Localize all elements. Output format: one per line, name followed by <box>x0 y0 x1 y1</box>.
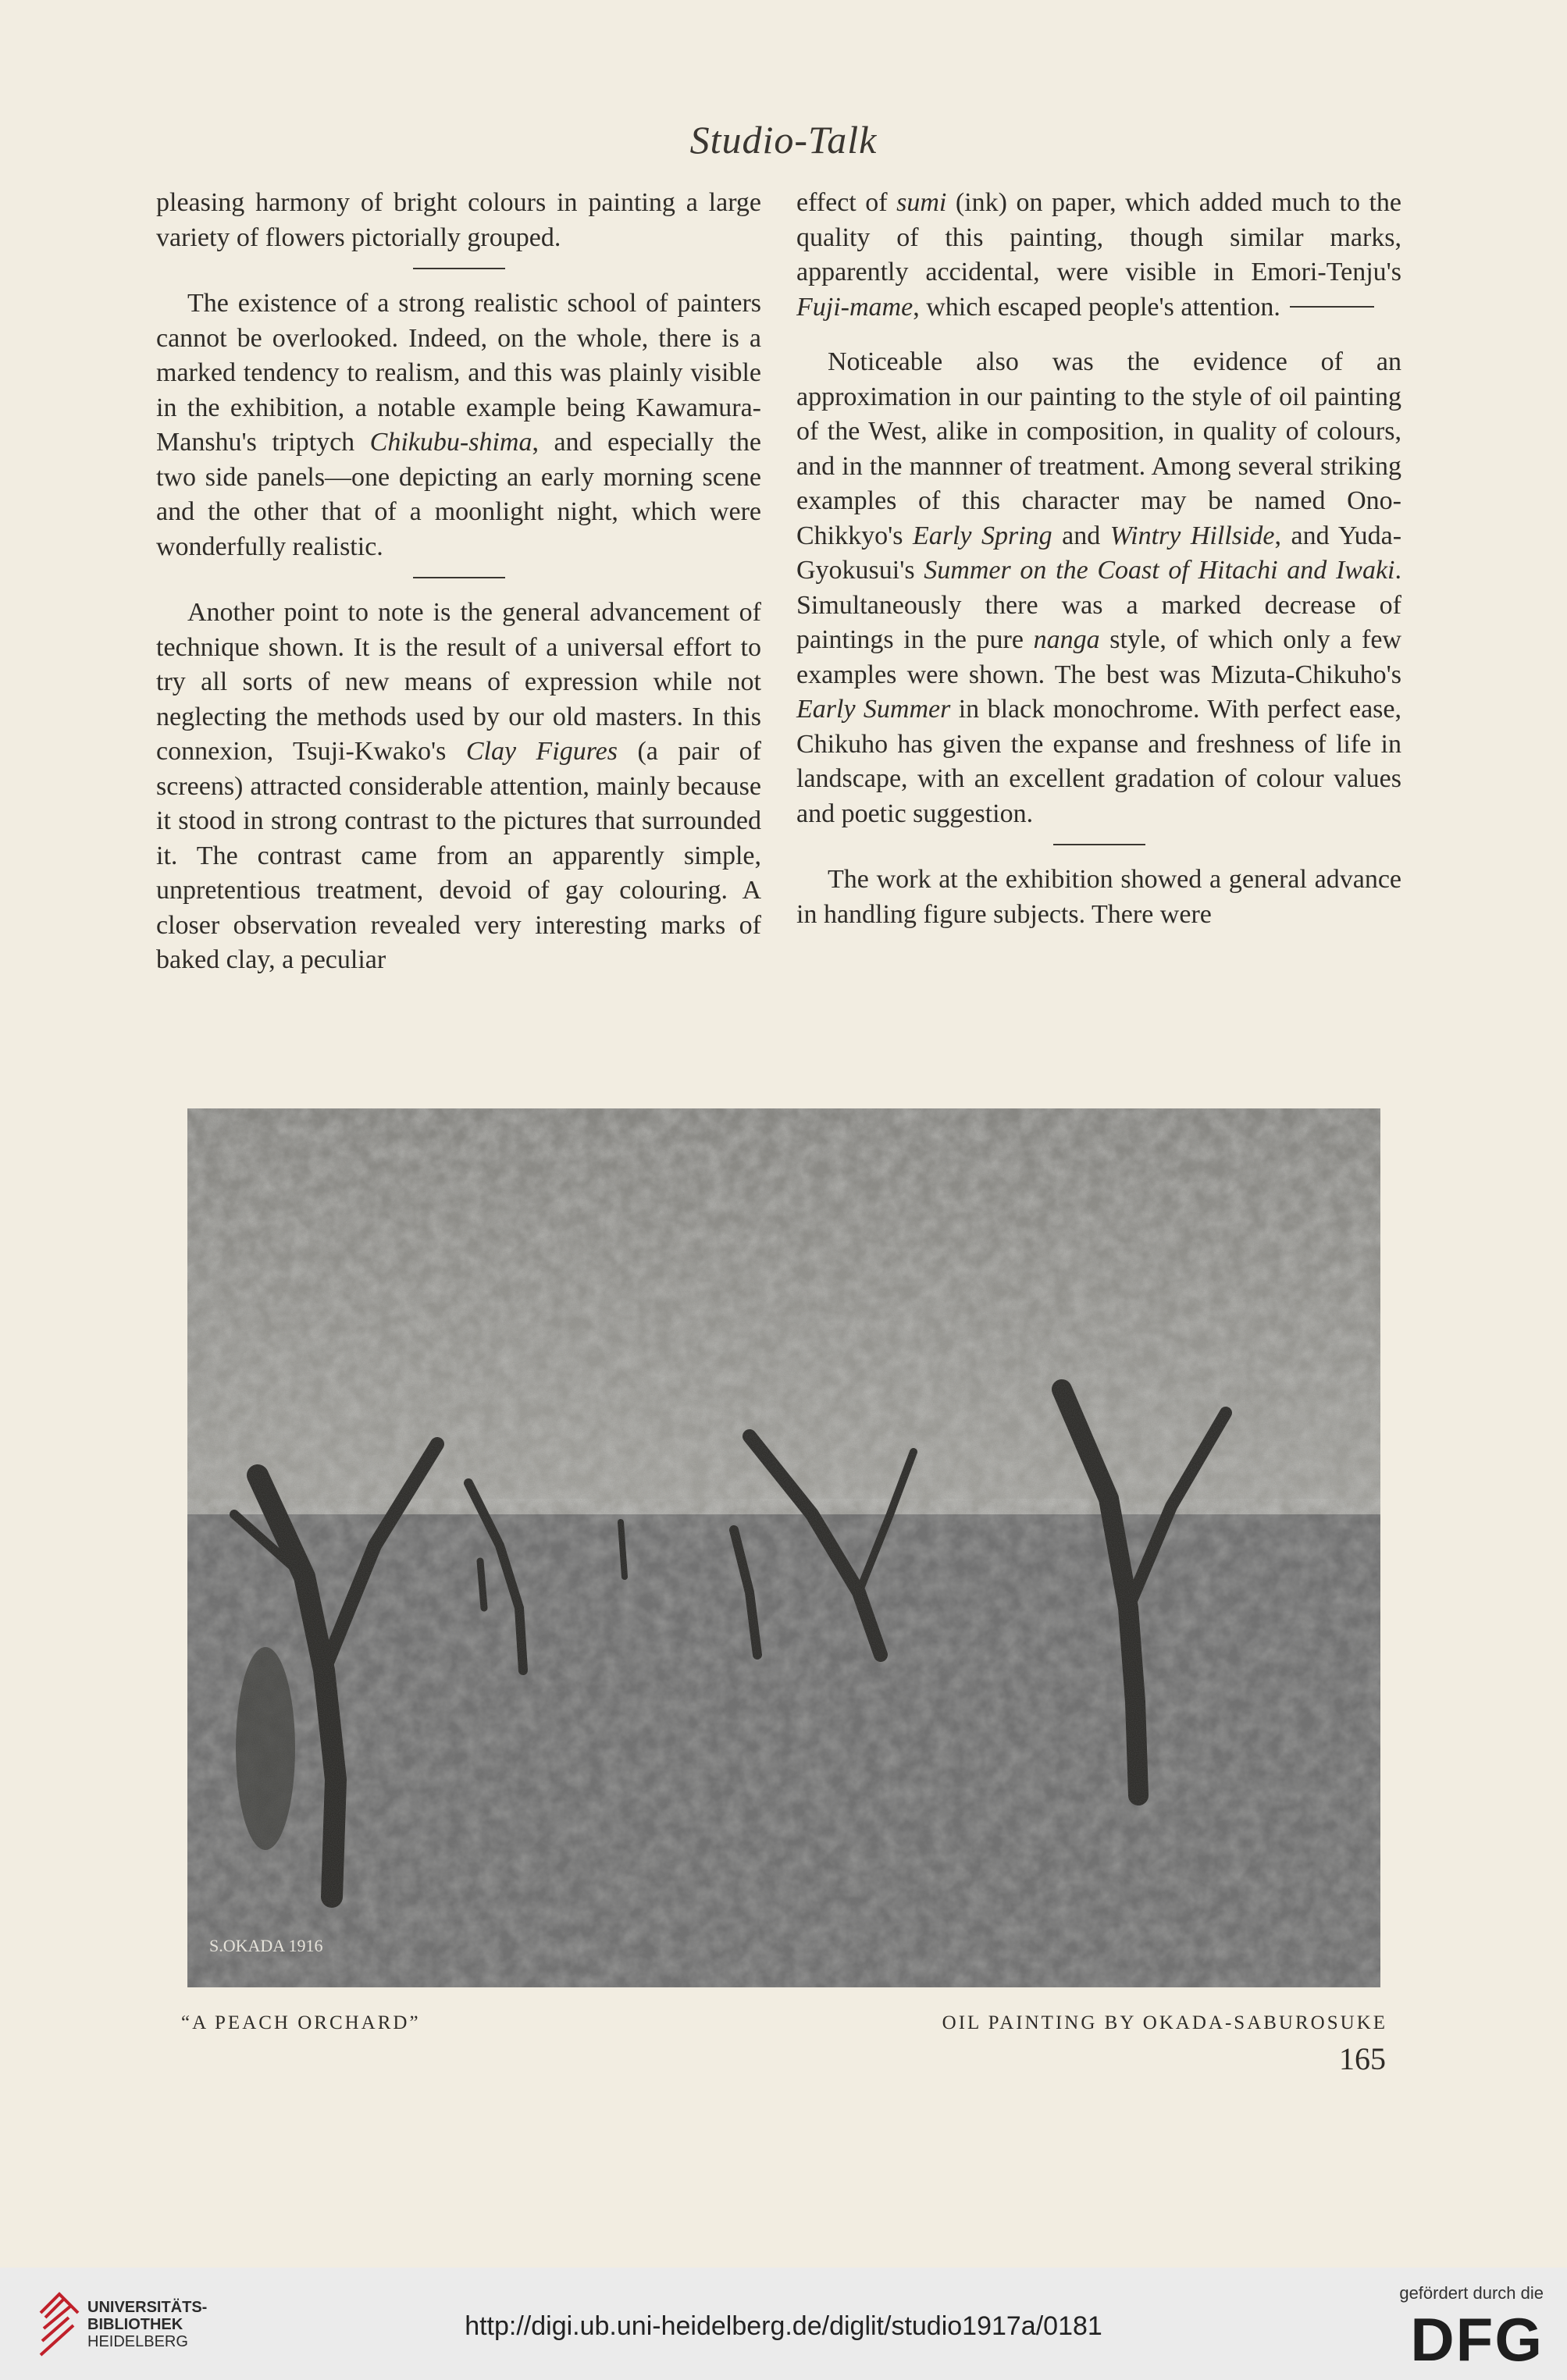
artwork-title: Early Summer <box>796 695 951 724</box>
text-run: , which escaped people's attention. <box>913 292 1280 322</box>
artwork-title: Summer on the Coast of Hitachi and Iwaki <box>924 556 1395 585</box>
funded-by-label: gefördert durch die <box>1399 2283 1544 2303</box>
section-divider <box>1290 306 1374 308</box>
library-name-line: UNIVERSITÄTS- <box>87 2299 208 2316</box>
paragraph <box>156 596 761 978</box>
library-name-line: HEIDELBERG <box>87 2333 188 2350</box>
text-run: , and Yuda-Gyokusui's <box>796 521 1402 585</box>
print-grain <box>187 1108 1380 1987</box>
library-name-line: BIBLIOTHEK <box>87 2316 183 2333</box>
running-head: Studio-Talk <box>689 118 878 162</box>
artwork-title: Chikubu-shima <box>369 428 532 457</box>
right-text-column <box>796 186 1401 932</box>
text-run: The existence of a strong realistic school of painters cannot be overlooked. Indeed, on the whole, there is a marked tendency to realism, and this was plainly visible in the exhibition, a notable example being Kawamura-Manshu's triptych <box>156 289 761 457</box>
painting-plate-a-peach-orchard <box>187 1108 1380 1987</box>
text-run: in black monochrome. With perfect ease, Chikuho has given the expanse and freshness of life in landscape, with an excellent gradation of colour values and poetic suggestion. <box>796 695 1401 828</box>
term: nanga <box>1033 625 1100 654</box>
text-run: effect of <box>796 188 897 217</box>
artwork-title: Clay Figures <box>465 737 618 766</box>
artwork-title: Wintry Hillside <box>1109 521 1275 550</box>
paragraph: pleasing harmony of bright colours in painting a large variety of flowers pictorially grouped. <box>156 188 761 252</box>
text-run: and <box>1052 521 1110 550</box>
text-run: (a pair of screens) attracted considerable attention, mainly because it stood in strong contrast to the pictures that surrounded it. The contrast came from an apparently simple, unpretentious treatment, devoid of gay colouring. A closer observation revealed very interesting marks of baked clay, a peculiar <box>156 737 761 974</box>
painter-signature: S.OKADA 1916 <box>209 1936 323 1955</box>
section-divider <box>1053 844 1145 845</box>
paragraph <box>796 186 1401 325</box>
plate-title-caption: “A PEACH ORCHARD” <box>181 2012 421 2033</box>
dfg-logo[interactable]: DFG <box>1410 2305 1544 2374</box>
section-divider <box>413 577 505 578</box>
paragraph <box>796 345 1401 831</box>
paragraph <box>156 286 761 564</box>
text-run: style, of which only a few examples were shown. The best was Mizuta-Chikuho's <box>796 625 1401 689</box>
artwork-title: Fuji-mame <box>796 292 913 322</box>
left-text-column <box>156 186 761 978</box>
paragraph: The work at the exhibition showed a general advance in handling figure subjects. There were <box>796 865 1401 929</box>
text-run: (ink) on paper, which added much to the quality of this painting, though similar marks, apparently accidental, were visible in Emori-Tenju's <box>796 188 1401 286</box>
text-run: Another point to note is the general advancement of technique shown. It is the result of a universal effort to try all sorts of new means of expression while not neglecting the methods used by our old masters. In this connexion, Tsuji-Kwako's <box>156 598 761 766</box>
permalink-url[interactable]: http://digi.ub.uni-heidelberg.de/diglit/studio1917a/0181 <box>465 2311 1102 2341</box>
term: sumi <box>896 188 947 217</box>
artwork-title: Early Spring <box>912 521 1052 550</box>
page-number: 165 <box>1339 2041 1386 2076</box>
text-run: , and especially the two side panels—one depicting an early morning scene and the other that of a moonlight night, which were wonderfully realistic. <box>156 428 762 561</box>
orchard-painting-image <box>187 1108 1380 1987</box>
plate-credit-caption: OIL PAINTING BY OKADA-SABUROSUKE <box>942 2012 1387 2033</box>
digital-library-footer <box>0 2268 1567 2380</box>
section-divider <box>413 268 505 269</box>
text-run: Noticeable also was the evidence of an approximation in our painting to the style of oil painting of the West, alike in composition, in quality of colours, and in the mannner of treatment. Among several striking examples of this character may be named Ono-Chikkyo's <box>796 347 1401 550</box>
text-run: . Simultaneously there was a marked decrease of paintings in the pure <box>796 556 1401 654</box>
